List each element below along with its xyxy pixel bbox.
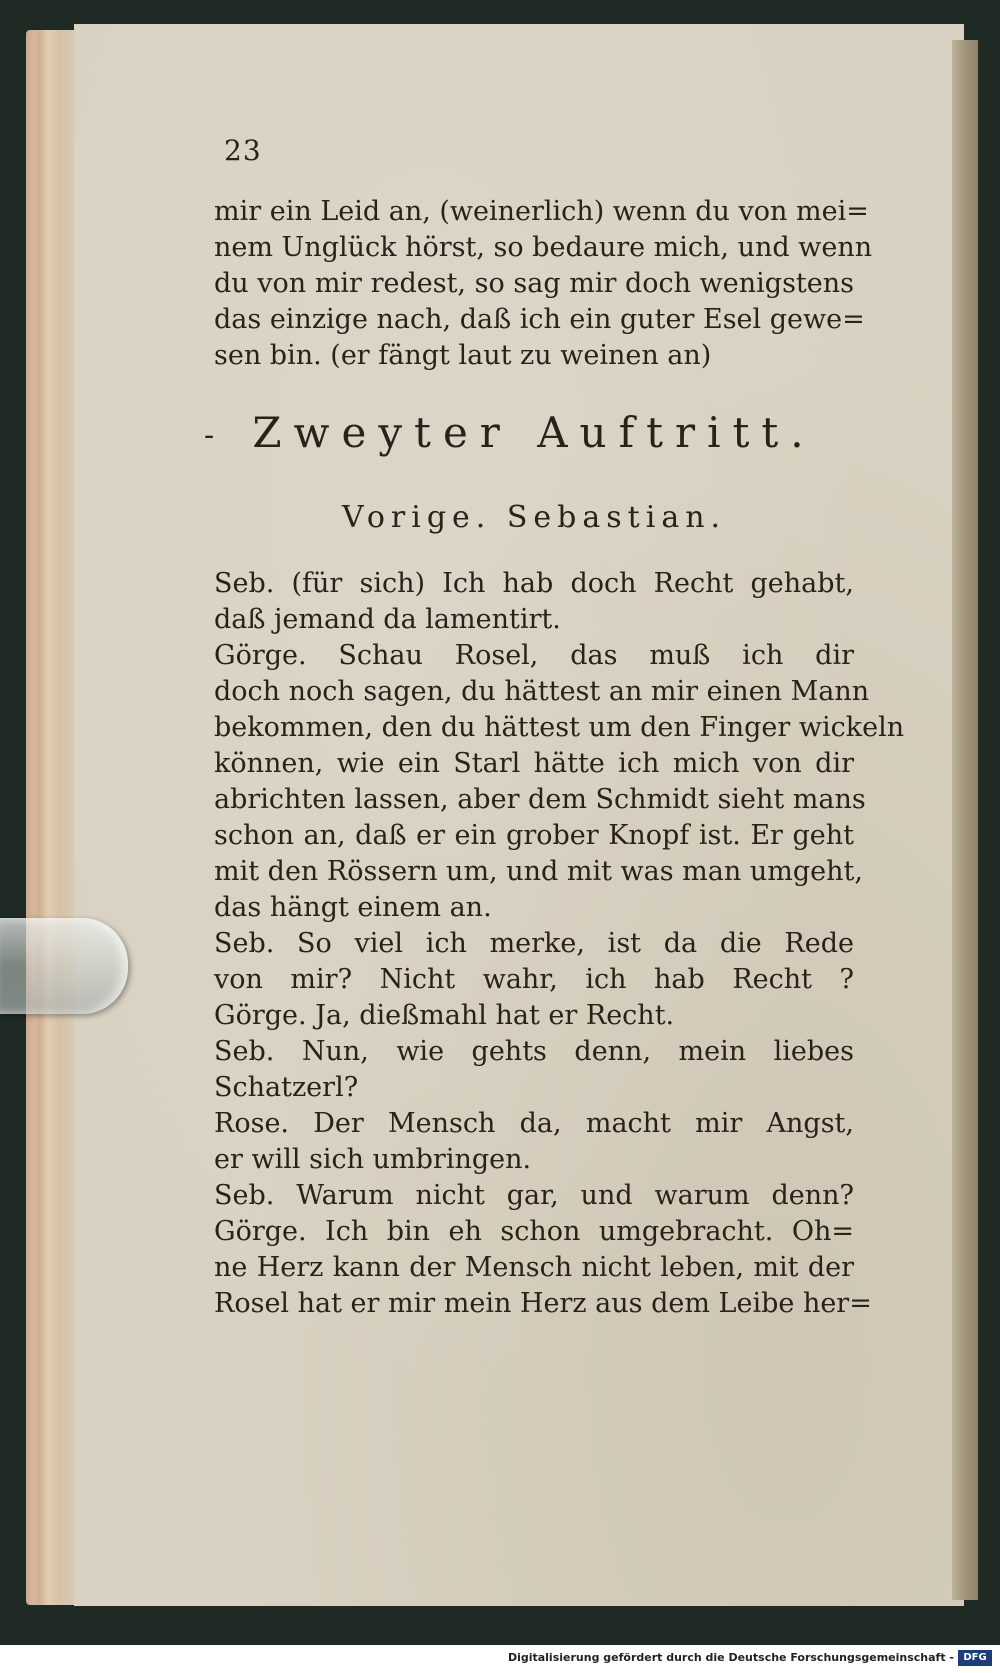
page-gutter — [952, 40, 978, 1600]
text-line: mir ein Leid an, (weinerlich) wenn du von mei= — [214, 196, 869, 227]
heading-dash: - — [204, 418, 215, 453]
dialogue-line: er will sich umbringen. — [214, 1144, 532, 1175]
scene-heading: Zweyter Auftritt. — [252, 408, 816, 457]
dialogue-line: schon an, daß er ein grober Knopf ist. Er geht — [214, 820, 854, 851]
dialogue-line: bekommen, den du hättest um den Finger wickeln — [214, 712, 905, 743]
scene-characters: Vorige. Sebastian. — [341, 500, 727, 535]
dialogue-line: können, wie ein Starl hätte ich mich von dir — [214, 748, 854, 779]
dialogue-line: von mir? Nicht wahr, ich hab Recht ? — [214, 964, 854, 995]
dialogue-line: ne Herz kann der Mensch nicht leben, mit der — [214, 1252, 854, 1283]
page-number: 23 — [224, 134, 262, 167]
text-line: sen bin. (er fängt laut zu weinen an) — [214, 340, 712, 371]
dialogue-line: abrichten lassen, aber dem Schmidt sieht mans — [214, 784, 866, 815]
dialogue-line: Görge. Schau Rosel, das muß ich dir — [214, 640, 854, 671]
footer-credit: Digitalisierung gefördert durch die Deutsche Forschungsgemeinschaft - — [507, 1651, 954, 1664]
text-line: du von mir redest, so sag mir doch wenigstens — [214, 268, 854, 299]
dialogue-line: das hängt einem an. — [214, 892, 492, 923]
dialogue-line: Seb. Nun, wie gehts denn, mein liebes — [214, 1036, 854, 1067]
dialogue-line: Görge. Ich bin eh schon umgebracht. Oh= — [214, 1216, 854, 1247]
dialogue-line: Seb. So viel ich merke, ist da die Rede — [214, 928, 854, 959]
dialogue-line: Seb. Warum nicht gar, und warum denn? — [214, 1180, 854, 1211]
dialogue-line: Schatzerl? — [214, 1072, 359, 1103]
text-line: nem Unglück hörst, so bedaure mich, und wenn — [214, 232, 873, 263]
page-clip — [0, 918, 128, 1014]
text-line: das einzige nach, daß ich ein guter Esel gewe= — [214, 304, 865, 335]
dialogue-line: daß jemand da lamentirt. — [214, 604, 561, 635]
footer-bar — [0, 1645, 1000, 1673]
dialogue-line: Seb. (für sich) Ich hab doch Recht gehabt, — [214, 568, 854, 599]
dialogue-line: mit den Rössern um, und mit was man umgeht, — [214, 856, 863, 887]
dialogue-line: Rose. Der Mensch da, macht mir Angst, — [214, 1108, 854, 1139]
dialogue-line: doch noch sagen, du hättest an mir einen Mann — [214, 676, 870, 707]
dialogue-line: Rosel hat er mir mein Herz aus dem Leibe her= — [214, 1288, 872, 1319]
dfg-logo-icon: DFG — [958, 1650, 992, 1666]
dialogue-line: Görge. Ja, dießmahl hat er Recht. — [214, 1000, 675, 1031]
